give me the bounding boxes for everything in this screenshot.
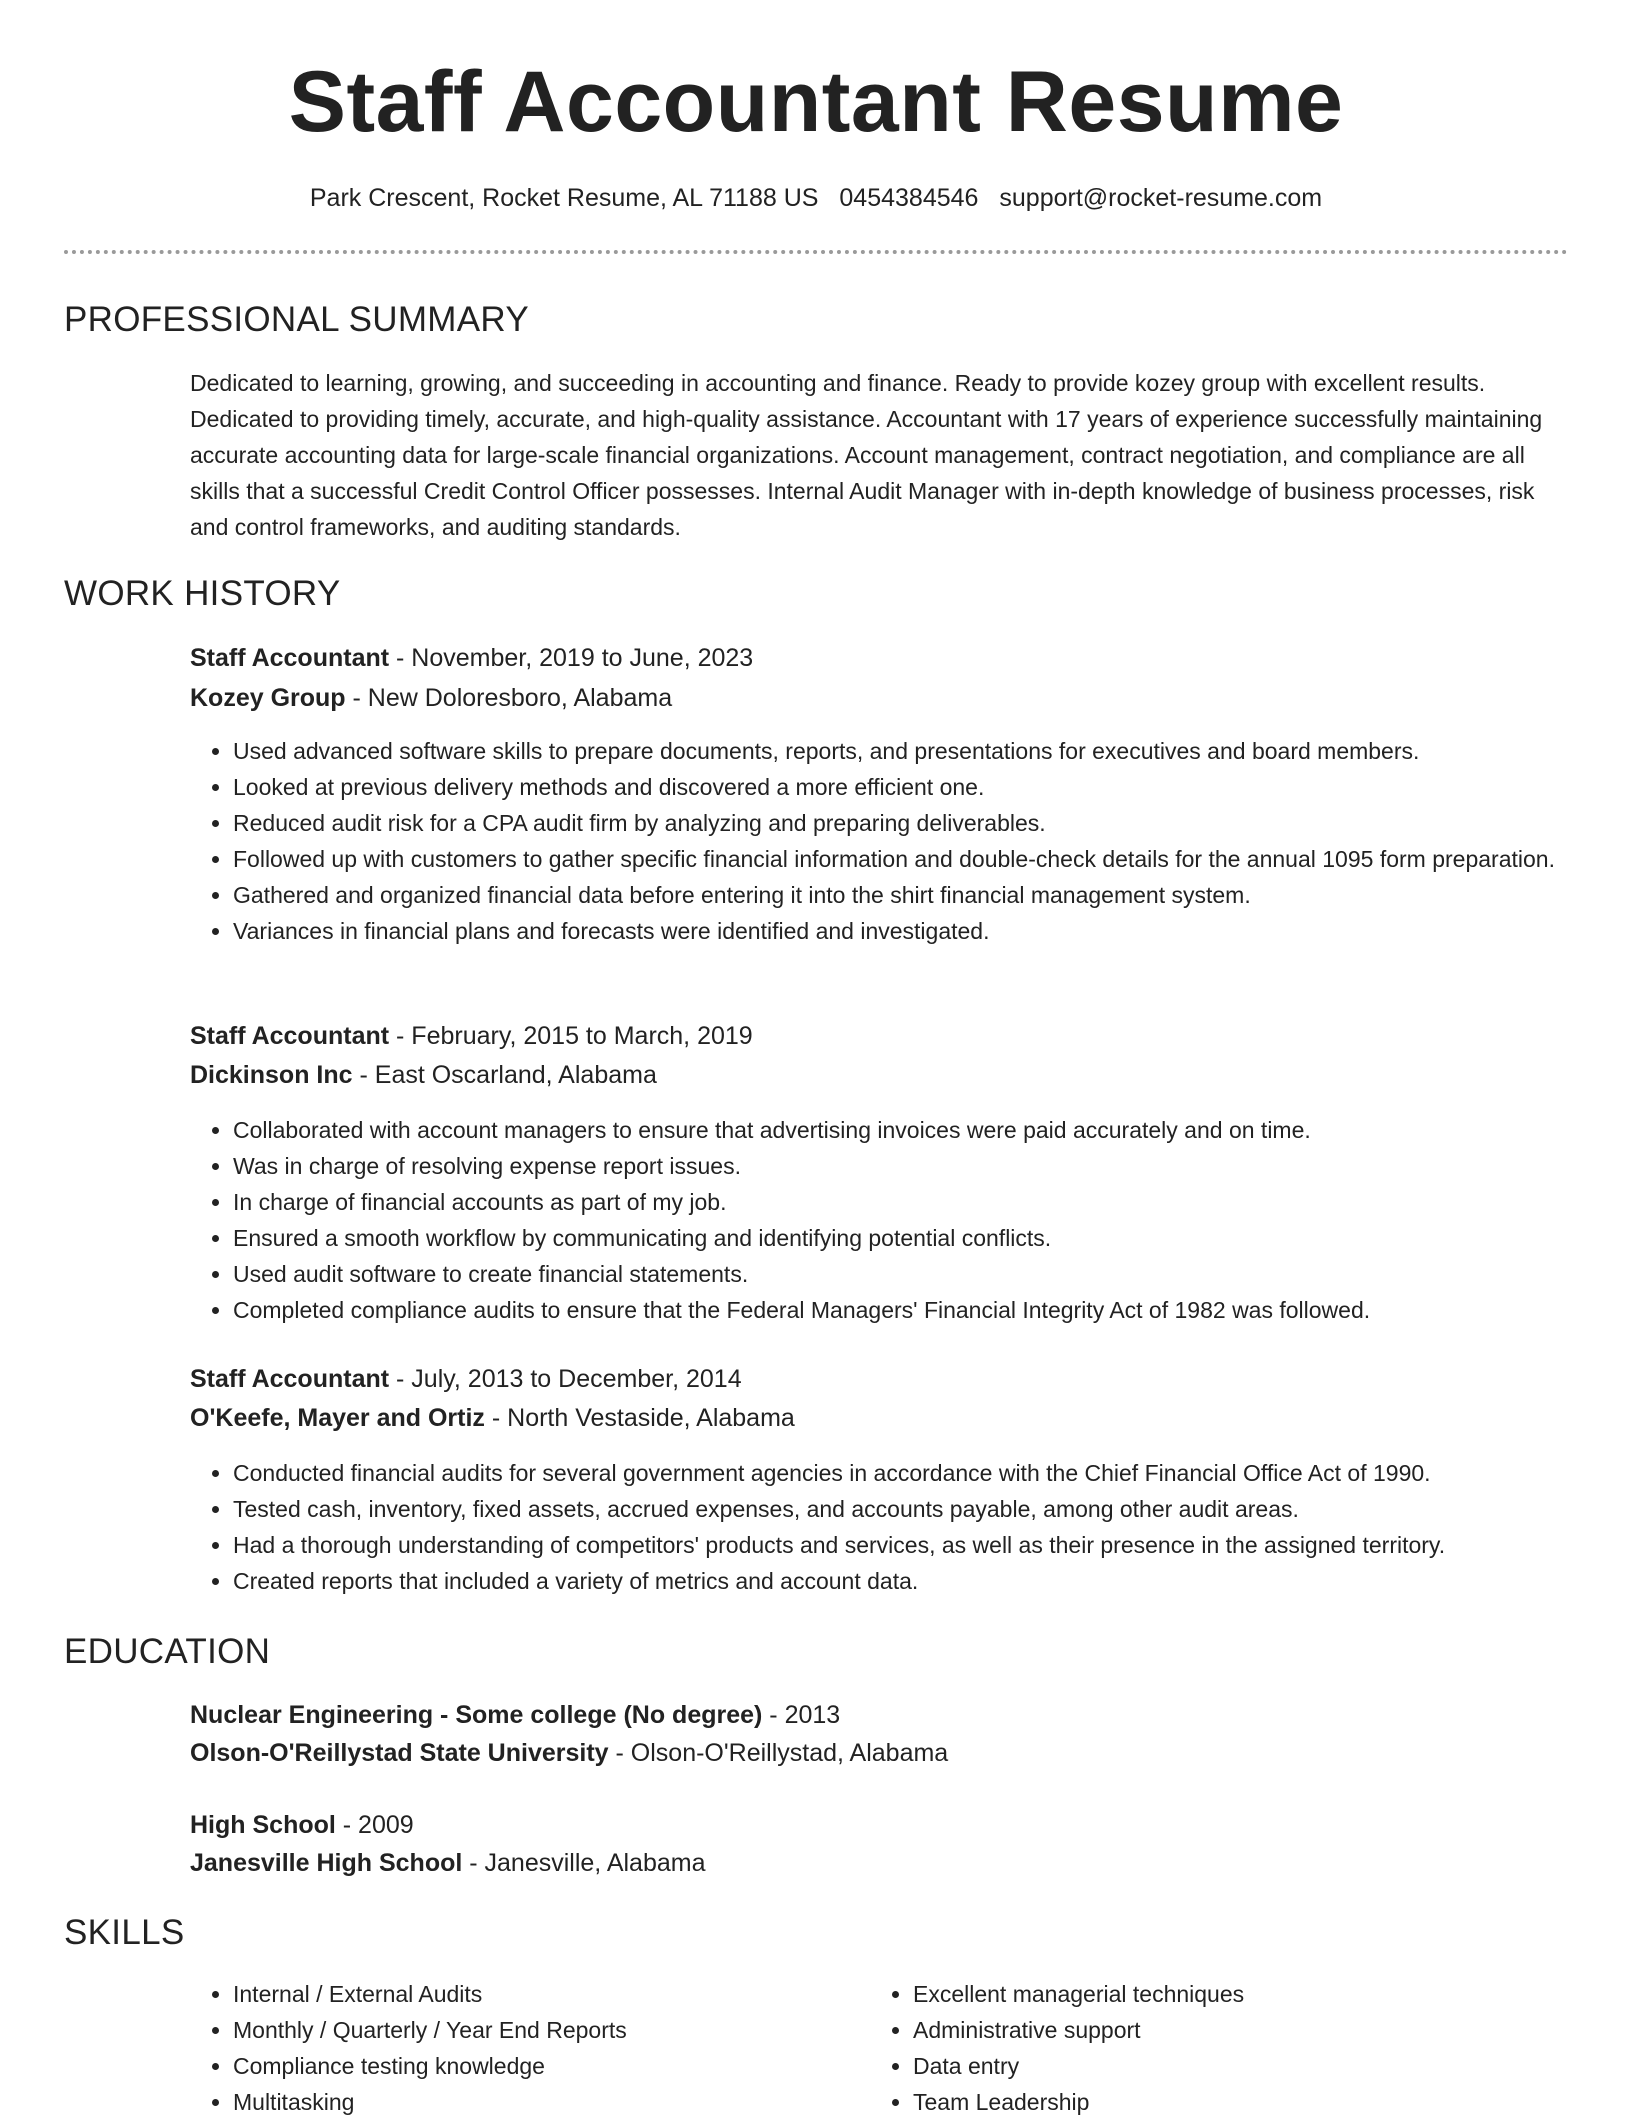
- job-title-line: [190, 1361, 742, 1397]
- contact-email: support@rocket-resume.com: [999, 184, 1323, 212]
- job-company: Kozey Group: [190, 684, 346, 712]
- list-item: • Followed up with customers to gather specific financial information and double-check details for the annual 1095 form preparation.: [233, 841, 1570, 877]
- job-title: Staff Accountant: [190, 1365, 390, 1393]
- skills-heading: SKILLS: [64, 1913, 185, 1952]
- skill-item: • Multitasking: [233, 2084, 627, 2120]
- summary-heading: PROFESSIONAL SUMMARY: [64, 300, 529, 339]
- job-bullets: [190, 1112, 1570, 1328]
- job-title: Staff Accountant: [190, 644, 390, 672]
- skill-item: • Monthly / Quarterly / Year End Reports: [233, 2012, 627, 2048]
- job-location: - North Vestaside, Alabama: [484, 1404, 795, 1432]
- education-degree-line: [190, 1697, 840, 1733]
- list-item: • Conducted financial audits for several government agencies in accordance with the Chief Financial Office Act of 1990.: [233, 1455, 1570, 1491]
- skill-item: • Administrative support: [913, 2012, 1244, 2048]
- job-dates: - July, 2013 to December, 2014: [389, 1365, 742, 1393]
- list-item: • Used audit software to create financial statements.: [233, 1256, 1570, 1292]
- job-dates: - February, 2015 to March, 2019: [389, 1022, 753, 1050]
- job-dates: - November, 2019 to June, 2023: [389, 644, 754, 672]
- resume-title: Staff Accountant Resume: [288, 54, 1344, 150]
- skill-item: • Excellent managerial techniques: [913, 1976, 1244, 2012]
- education-year: - 2013: [762, 1701, 841, 1729]
- education-degree: High School: [190, 1811, 336, 1839]
- job-bullets: [190, 733, 1570, 949]
- contact-line: [0, 180, 1632, 216]
- contact-address: Park Crescent, Rocket Resume, AL 71188 US: [309, 184, 819, 212]
- skills-list-left: [190, 1976, 627, 2120]
- education-school: Olson-O'Reillystad State University: [190, 1739, 609, 1767]
- skill-item: • Data entry: [913, 2048, 1244, 2084]
- skill-item: • Team Leadership: [913, 2084, 1244, 2120]
- list-item: • Completed compliance audits to ensure that the Federal Managers' Financial Integrity Act of 1982 was followed.: [233, 1292, 1570, 1328]
- job-company-line: [190, 1057, 657, 1093]
- education-school-line: [190, 1735, 948, 1771]
- skill-item: • Compliance testing knowledge: [233, 2048, 627, 2084]
- job-bullets: [190, 1455, 1570, 1599]
- list-item: • Created reports that included a variety of metrics and account data.: [233, 1563, 1570, 1599]
- job-title-line: [190, 640, 753, 676]
- list-item: • Variances in financial plans and forecasts were identified and investigated.: [233, 913, 1570, 949]
- list-item: • Reduced audit risk for a CPA audit firm by analyzing and preparing deliverables.: [233, 805, 1570, 841]
- work-history-heading: WORK HISTORY: [64, 574, 341, 613]
- skill-item: • Internal / External Audits: [233, 1976, 627, 2012]
- job-company: O'Keefe, Mayer and Ortiz: [190, 1404, 485, 1432]
- list-item: • Used advanced software skills to prepare documents, reports, and presentations for executives and board members.: [233, 733, 1570, 769]
- education-year: - 2009: [335, 1811, 414, 1839]
- education-location: - Janesville, Alabama: [462, 1849, 706, 1877]
- list-item: • Gathered and organized financial data before entering it into the shirt financial management system.: [233, 877, 1570, 913]
- job-title-line: [190, 1018, 753, 1054]
- education-location: - Olson-O'Reillystad, Alabama: [608, 1739, 949, 1767]
- list-item: • Was in charge of resolving expense report issues.: [233, 1148, 1570, 1184]
- job-company-line: [190, 680, 672, 716]
- list-item: • Ensured a smooth workflow by communicating and identifying potential conflicts.: [233, 1220, 1570, 1256]
- contact-phone: 0454384546: [839, 184, 979, 212]
- list-item: • Collaborated with account managers to ensure that advertising invoices were paid accurately and on time.: [233, 1112, 1570, 1148]
- job-title: Staff Accountant: [190, 1022, 390, 1050]
- education-degree: Nuclear Engineering - Some college (No degree): [190, 1701, 763, 1729]
- list-item: • Had a thorough understanding of competitors' products and services, as well as their presence in the assigned territory.: [233, 1527, 1570, 1563]
- list-item: • In charge of financial accounts as part of my job.: [233, 1184, 1570, 1220]
- job-location: - New Doloresboro, Alabama: [345, 684, 673, 712]
- education-school-line: [190, 1845, 706, 1881]
- summary-text: Dedicated to learning, growing, and succeeding in accounting and finance. Ready to provide kozey group with excellent results. Dedicated to providing timely, accurate, and high-quality assistance. Accountant with 17 years of experience successfully maintaining accurate accounting data for large-scale financial organizations. Account management, contract negotiation, and compliance are all skills that a successful Credit Control Officer possesses. Internal Audit Manager with in-depth knowledge of business processes, risk and control frameworks, and auditing standards.: [190, 370, 1543, 540]
- job-location: - East Oscarland, Alabama: [352, 1061, 657, 1089]
- skills-list-right: [870, 1976, 1244, 2120]
- job-company: Dickinson Inc: [190, 1061, 353, 1089]
- list-item: • Tested cash, inventory, fixed assets, accrued expenses, and accounts payable, among other audit areas.: [233, 1491, 1570, 1527]
- education-school: Janesville High School: [190, 1849, 463, 1877]
- job-company-line: [190, 1400, 795, 1436]
- header-divider: [64, 250, 1568, 254]
- list-item: • Looked at previous delivery methods and discovered a more efficient one.: [233, 769, 1570, 805]
- education-degree-line: [190, 1807, 414, 1843]
- education-heading: EDUCATION: [64, 1632, 271, 1671]
